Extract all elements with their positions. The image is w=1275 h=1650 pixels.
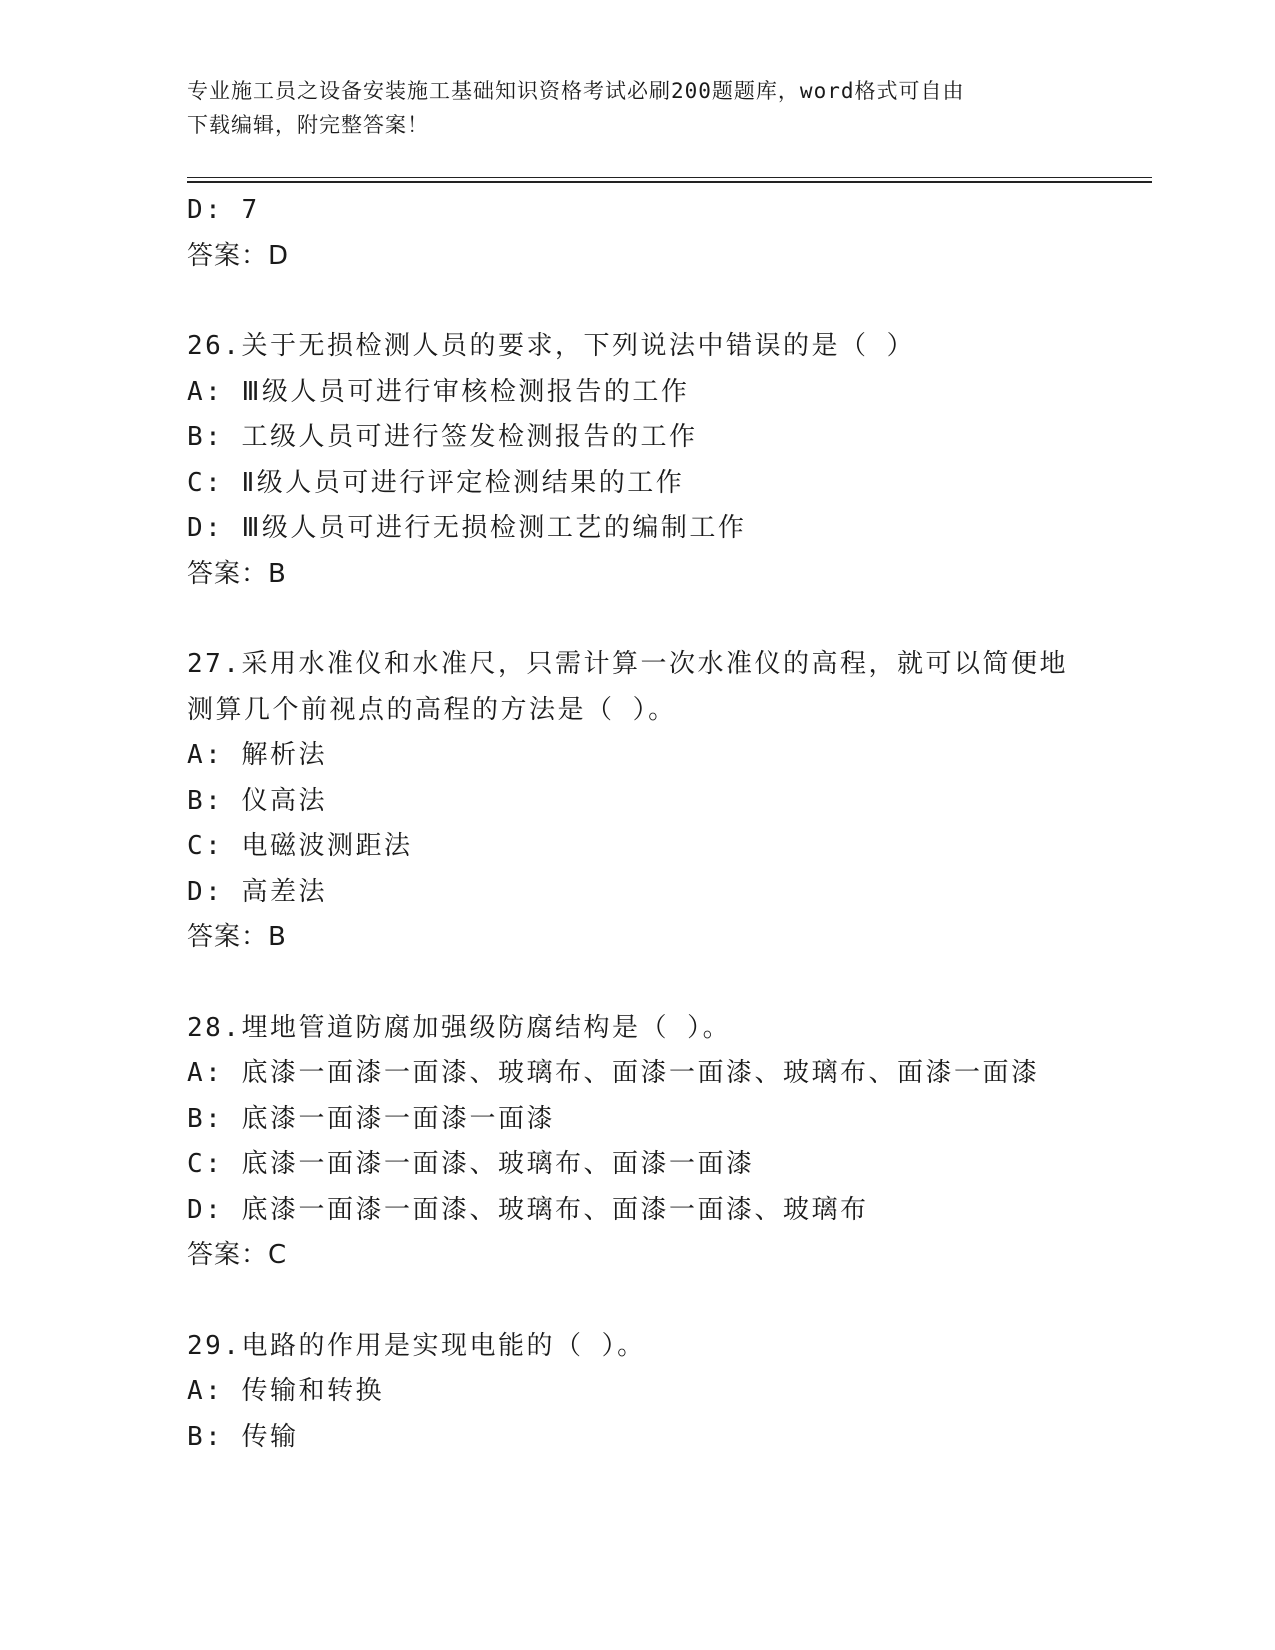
option-b: B: 底漆一面漆一面漆一面漆	[187, 1103, 555, 1134]
question-25-tail	[187, 188, 1137, 279]
spacer	[187, 1279, 1137, 1324]
question-stem: 29.电路的作用是实现电能的（ ）。	[187, 1330, 646, 1361]
question-stem: 26.关于无损检测人员的要求，下列说法中错误的是（ ）	[187, 331, 916, 361]
question-stem: 28.埋地管道防腐加强级防腐结构是（ ）。	[187, 1012, 732, 1043]
question-28	[187, 1006, 1137, 1279]
spacer	[187, 597, 1137, 642]
answer: 答案：B	[187, 922, 287, 952]
spacer	[187, 279, 1137, 324]
option-d: D: Ⅲ级人员可进行无损检测工艺的编制工作	[187, 513, 747, 543]
header-divider-thin	[187, 177, 1152, 178]
question-27	[187, 642, 1137, 961]
question-29	[187, 1324, 1137, 1461]
header-divider-thick	[187, 181, 1152, 183]
answer: 答案：C	[187, 1240, 288, 1270]
option-b: B: 工级人员可进行签发检测报告的工作	[187, 422, 698, 452]
option-d: D: 7	[187, 195, 260, 225]
header-title-line-1: 专业施工员之设备安装施工基础知识资格考试必刷200题题库，word格式可自由	[187, 79, 965, 103]
spacer	[187, 961, 1137, 1006]
option-a: A: 解析法	[187, 740, 327, 770]
option-d: D: 底漆一面漆一面漆、玻璃布、面漆一面漆、玻璃布	[187, 1194, 869, 1225]
answer: 答案：B	[187, 558, 287, 589]
question-list	[187, 188, 1137, 1460]
question-stem-line-2: 测算几个前视点的高程的方法是（ ）。	[187, 694, 677, 725]
option-c: C: Ⅱ级人员可进行评定检测结果的工作	[187, 467, 685, 498]
option-a: A: 底漆一面漆一面漆、玻璃布、面漆一面漆、玻璃布、面漆一面漆	[187, 1058, 1040, 1088]
option-b: B: 仪高法	[187, 785, 327, 816]
option-b: B: 传输	[187, 1421, 299, 1452]
option-a: A: Ⅲ级人员可进行审核检测报告的工作	[187, 376, 690, 407]
option-c: C: 电磁波测距法	[187, 831, 413, 861]
question-stem-line-1: 27.采用水准仪和水准尺，只需计算一次水准仪的高程，就可以简便地	[187, 649, 1068, 679]
option-c: C: 底漆一面漆一面漆、玻璃布、面漆一面漆	[187, 1149, 755, 1179]
question-26	[187, 324, 1137, 597]
option-d: D: 高差法	[187, 876, 327, 907]
header-title-line-2: 下载编辑，附完整答案！	[187, 113, 429, 137]
answer: 答案：D	[187, 240, 290, 271]
document-header	[187, 74, 1067, 142]
option-a: A: 传输和转换	[187, 1376, 384, 1406]
